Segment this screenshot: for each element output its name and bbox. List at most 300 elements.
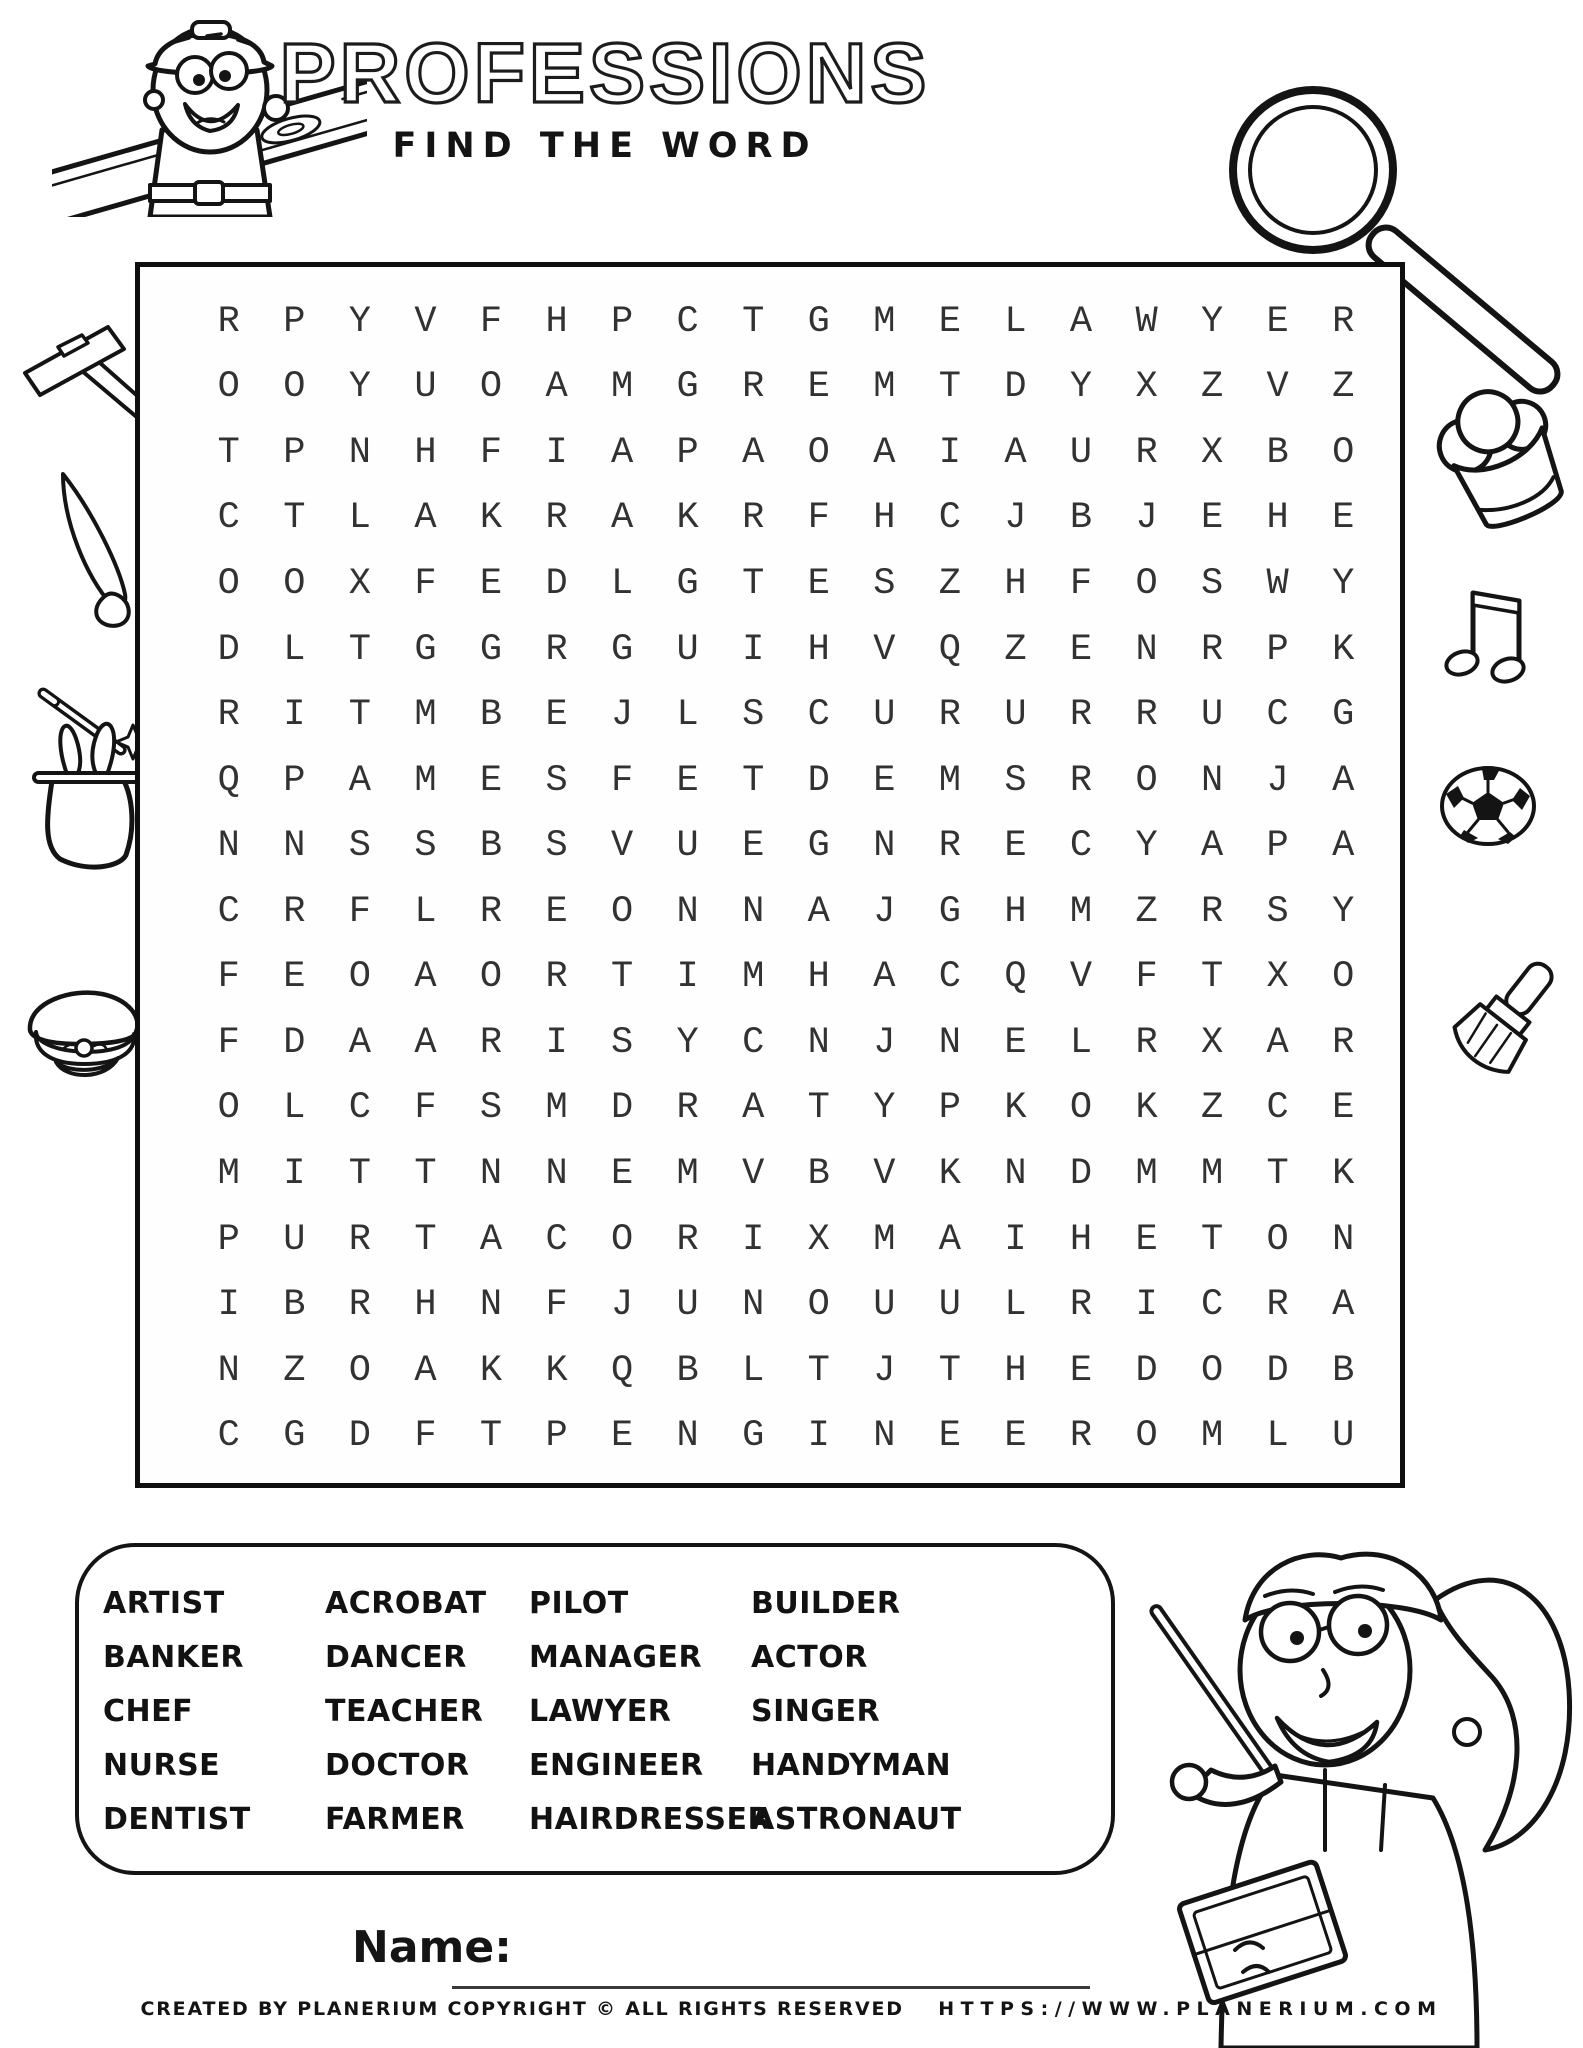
grid-letter: E — [479, 759, 503, 802]
grid-letter: E — [545, 890, 568, 933]
grid-letter: N — [742, 890, 765, 933]
grid-letter: F — [1069, 562, 1093, 605]
grid-letter: P — [283, 759, 306, 802]
grid-letter: T — [610, 956, 634, 999]
grid-letter: M — [873, 300, 896, 343]
grid-letter: M — [1200, 1415, 1224, 1458]
grid-letter: E — [1069, 1349, 1093, 1392]
grid-letter: A — [414, 1021, 437, 1064]
grid-letter: R — [1069, 1415, 1093, 1458]
grid-letter: L — [414, 890, 437, 933]
grid-letter: A — [938, 1218, 961, 1261]
name-label: Name: — [352, 1922, 512, 1973]
grid-letter: N — [807, 1021, 830, 1064]
grid-letter: R — [217, 300, 240, 343]
grid-letter: O — [217, 366, 240, 409]
grid-letter: T — [742, 562, 765, 605]
grid-letter: K — [545, 1349, 568, 1392]
grid-letter: T — [938, 366, 961, 409]
grid-letter: B — [676, 1349, 699, 1392]
grid-letter: S — [348, 825, 371, 868]
grid-letter: U — [676, 628, 699, 671]
grid-letter: T — [1266, 1152, 1289, 1195]
grid-letter: U — [283, 1218, 306, 1261]
grid-letter: K — [938, 1152, 961, 1195]
grid-letter: S — [1004, 759, 1027, 802]
grid-letter: P — [283, 431, 306, 474]
grid-letter: C — [807, 694, 830, 737]
grid-letter: N — [479, 1152, 503, 1195]
grid-letter: C — [217, 497, 240, 540]
grid-letter: Q — [938, 628, 961, 671]
grid-letter: G — [807, 825, 830, 868]
grid-letter: P — [1266, 825, 1289, 868]
grid-letter: X — [1200, 431, 1224, 474]
grid-letter: T — [938, 1349, 961, 1392]
grid-letter: O — [348, 956, 371, 999]
grid-letter: G — [676, 562, 699, 605]
grid-letter: E — [1069, 628, 1093, 671]
grid-letter: I — [742, 628, 765, 671]
grid-letter: U — [1200, 694, 1224, 737]
grid-letter: G — [610, 628, 634, 671]
grid-letter: R — [1069, 1284, 1093, 1327]
grid-letter: X — [807, 1218, 830, 1261]
grid-letter: O — [217, 1087, 240, 1130]
grid-letter: T — [414, 1152, 437, 1195]
grid-letter: B — [1069, 497, 1093, 540]
grid-letter: T — [283, 497, 306, 540]
grid-letter: R — [676, 1218, 699, 1261]
grid-letter: H — [1004, 1349, 1027, 1392]
grid-letter: E — [938, 300, 961, 343]
grid-letter: A — [545, 366, 568, 409]
grid-letter: T — [742, 300, 765, 343]
grid-letter: E — [1004, 1021, 1027, 1064]
grid-letter: E — [610, 1415, 634, 1458]
grid-letter: A — [414, 497, 437, 540]
grid-letter: X — [348, 562, 371, 605]
word-search-grid — [135, 262, 1405, 1488]
grid-letter: G — [938, 890, 961, 933]
grid-letter: A — [1200, 825, 1224, 868]
grid-letter: Q — [610, 1349, 634, 1392]
grid-letter: R — [348, 1284, 371, 1327]
grid-letter: S — [742, 694, 765, 737]
grid-letter: O — [1266, 1218, 1289, 1261]
grid-letter: I — [545, 1021, 568, 1064]
word-bank-word: BANKER — [103, 1640, 245, 1675]
word-bank-word: ACTOR — [751, 1640, 868, 1675]
grid-letter: E — [1200, 497, 1224, 540]
word-bank-column — [751, 1586, 1085, 1837]
grid-letter: Z — [1004, 628, 1027, 671]
grid-letter: D — [610, 1087, 634, 1130]
grid-letter: W — [1135, 300, 1158, 343]
grid-letter: P — [545, 1415, 568, 1458]
word-bank-word: CHEF — [103, 1694, 194, 1729]
grid-letter: L — [348, 497, 371, 540]
grid-letter: K — [1332, 1152, 1355, 1195]
grid-letter: S — [414, 825, 437, 868]
grid-letter: C — [217, 890, 240, 933]
grid-letter: I — [742, 1218, 765, 1261]
grid-letter: B — [479, 694, 503, 737]
grid-letter: G — [414, 628, 437, 671]
word-bank — [75, 1543, 1115, 1875]
word-bank-word: DANCER — [325, 1640, 467, 1675]
grid-letter: N — [217, 1349, 240, 1392]
grid-letter: W — [1266, 562, 1289, 605]
grid-letter: Y — [348, 366, 371, 409]
grid-letter: S — [545, 825, 568, 868]
grid-letter: N — [348, 431, 371, 474]
grid-letter: M — [938, 759, 961, 802]
grid-letter: K — [676, 497, 699, 540]
grid-letter: K — [1004, 1087, 1027, 1130]
grid-letter: Q — [217, 759, 240, 802]
grid-letter: N — [742, 1284, 765, 1327]
grid-letter: C — [1200, 1284, 1224, 1327]
grid-letter: F — [479, 431, 503, 474]
grid-letter: Y — [1200, 300, 1224, 343]
grid-letter: J — [610, 694, 634, 737]
grid-letter: F — [414, 1415, 437, 1458]
grid-letter: E — [1135, 1218, 1158, 1261]
grid-letter: N — [873, 1415, 896, 1458]
grid-letter: F — [545, 1284, 568, 1327]
grid-letter: M — [1135, 1152, 1158, 1195]
grid-letter: Y — [348, 300, 371, 343]
grid-letter: Z — [1200, 1087, 1224, 1130]
word-bank-word: MANAGER — [529, 1640, 703, 1675]
grid-letter: V — [873, 1152, 896, 1195]
grid-letter: P — [217, 1218, 240, 1261]
teacher-icon — [1085, 1520, 1583, 2048]
grid-letter: U — [873, 1284, 896, 1327]
grid-letter: A — [610, 431, 634, 474]
grid-letter: A — [610, 497, 634, 540]
grid-letter: R — [1069, 759, 1093, 802]
grid-letter: U — [938, 1284, 961, 1327]
grid-letter: A — [742, 1087, 765, 1130]
grid-letter: H — [545, 300, 568, 343]
grid-letter: J — [873, 890, 896, 933]
grid-letter: O — [479, 366, 503, 409]
grid-letter: A — [479, 1218, 503, 1261]
grid-letter: E — [938, 1415, 961, 1458]
grid-letter: A — [414, 956, 437, 999]
word-bank-word: ENGINEER — [529, 1748, 704, 1783]
grid-letter: S — [1200, 562, 1224, 605]
grid-letter: R — [545, 497, 568, 540]
grid-letter: U — [1004, 694, 1027, 737]
grid-letter: F — [217, 1021, 240, 1064]
grid-letter: C — [938, 956, 961, 999]
grid-letter: A — [873, 431, 896, 474]
grid-letter: P — [610, 300, 634, 343]
grid-letter: G — [807, 300, 830, 343]
grid-letter: D — [1135, 1349, 1158, 1392]
grid-letter: E — [1332, 1087, 1355, 1130]
grid-letter: U — [1069, 431, 1093, 474]
grid-letter: C — [742, 1021, 765, 1064]
grid-letter: F — [348, 890, 371, 933]
grid-letter: T — [742, 759, 765, 802]
grid-letter: M — [1200, 1152, 1224, 1195]
grid-letter: E — [479, 562, 503, 605]
grid-letter: B — [1332, 1349, 1355, 1392]
grid-letter: R — [348, 1218, 371, 1261]
grid-letter: N — [1332, 1218, 1355, 1261]
grid-letter: G — [1332, 694, 1355, 737]
grid-letter: Z — [1332, 366, 1355, 409]
grid-letter: U — [1332, 1415, 1355, 1458]
grid-letter: M — [742, 956, 765, 999]
grid-letter: L — [1004, 300, 1027, 343]
word-bank-word: HANDYMAN — [751, 1748, 952, 1783]
grid-letter: C — [938, 497, 961, 540]
grid-letter: O — [217, 562, 240, 605]
grid-letter: C — [545, 1218, 568, 1261]
grid-letter: I — [545, 431, 568, 474]
grid-letter: U — [873, 694, 896, 737]
grid-letter: I — [676, 956, 699, 999]
grid-letter: N — [1004, 1152, 1027, 1195]
grid-letter: Z — [1200, 366, 1224, 409]
grid-letter: N — [479, 1284, 503, 1327]
grid-letter: I — [283, 694, 306, 737]
grid-letter: F — [414, 562, 437, 605]
grid-letter: U — [676, 825, 699, 868]
grid-letter: B — [807, 1152, 830, 1195]
grid-letter: Y — [873, 1087, 896, 1130]
grid-letter: N — [676, 890, 699, 933]
grid-letter: D — [283, 1021, 306, 1064]
grid-letter: N — [283, 825, 306, 868]
grid-letter: F — [1135, 956, 1158, 999]
word-bank-word: ACROBAT — [325, 1586, 487, 1621]
grid-letter: R — [1200, 628, 1224, 671]
grid-letter: N — [938, 1021, 961, 1064]
grid-letter: P — [283, 300, 306, 343]
captain-hat-icon — [22, 980, 147, 1095]
grid-letter: D — [807, 759, 830, 802]
grid-letter: L — [283, 628, 306, 671]
grid-letter: J — [1004, 497, 1027, 540]
grid-letter: L — [1266, 1415, 1289, 1458]
grid-letter: B — [1266, 431, 1289, 474]
word-bank-word: PILOT — [529, 1586, 629, 1621]
grid-letter: V — [1069, 956, 1093, 999]
grid-letter: V — [742, 1152, 765, 1195]
grid-letter: R — [938, 694, 961, 737]
grid-letter: A — [1004, 431, 1027, 474]
soccer-ball-icon — [1438, 760, 1538, 852]
grid-letter: L — [610, 562, 634, 605]
word-bank-column — [529, 1586, 772, 1837]
grid-letter: A — [348, 759, 371, 802]
grid-letter: F — [479, 300, 503, 343]
grid-letter: O — [1200, 1349, 1224, 1392]
grid-letter: D — [1069, 1152, 1093, 1195]
grid-letter: D — [1266, 1349, 1289, 1392]
grid-letter: R — [1135, 1021, 1158, 1064]
grid-letter: E — [1004, 1415, 1027, 1458]
grid-letter: E — [1004, 825, 1027, 868]
word-bank-word: FARMER — [325, 1802, 465, 1837]
grid-letter: U — [414, 366, 437, 409]
grid-letter: J — [610, 1284, 634, 1327]
grid-letter: R — [479, 1021, 503, 1064]
grid-letter: X — [1135, 366, 1158, 409]
grid-letter: N — [1135, 628, 1158, 671]
grid-letter: O — [610, 890, 634, 933]
grid-letter: I — [283, 1152, 306, 1195]
grid-letter: A — [873, 956, 896, 999]
grid-letter: T — [807, 1087, 830, 1130]
grid-letter: R — [1135, 694, 1158, 737]
grid-letter: H — [1069, 1218, 1093, 1261]
grid-letter: J — [1135, 497, 1158, 540]
grid-letter: E — [742, 825, 765, 868]
grid-letter: K — [479, 497, 503, 540]
grid-letter: C — [1069, 825, 1093, 868]
grid-letter: S — [873, 562, 896, 605]
grid-letter: I — [1135, 1284, 1158, 1327]
grid-letter: E — [283, 956, 306, 999]
grid-letter: O — [348, 1349, 371, 1392]
grid-letter: E — [873, 759, 896, 802]
grid-letter: R — [283, 890, 306, 933]
grid-letter: Y — [1332, 890, 1355, 933]
word-bank-word: ASTRONAUT — [751, 1802, 962, 1837]
word-bank-word: DENTIST — [103, 1802, 251, 1837]
grid-letter: R — [742, 497, 765, 540]
footer-credit: CREATED BY PLANERIUM COPYRIGHT © ALL RIGHTS RESERVED — [140, 1998, 904, 2020]
grid-letter: K — [1135, 1087, 1158, 1130]
grid-letter: B — [479, 825, 503, 868]
name-input-line[interactable] — [452, 1986, 1090, 1989]
grid-letter: C — [348, 1087, 371, 1130]
grid-letter: T — [414, 1218, 437, 1261]
grid-letter: H — [414, 431, 437, 474]
grid-letter: L — [676, 694, 699, 737]
grid-letter: I — [938, 431, 961, 474]
grid-letter: Y — [1332, 562, 1355, 605]
grid-letter: R — [217, 694, 240, 737]
grid-letter: M — [217, 1152, 240, 1195]
grid-letter: K — [1332, 628, 1355, 671]
grid-letter: V — [873, 628, 896, 671]
grid-letter: P — [938, 1087, 961, 1130]
grid-letter: I — [807, 1415, 830, 1458]
grid-letter: H — [1004, 562, 1027, 605]
grid-letter: E — [807, 562, 830, 605]
grid-letter: C — [1266, 1087, 1289, 1130]
grid-letter: M — [873, 1218, 896, 1261]
grid-letter: M — [414, 694, 437, 737]
grid-letter: C — [1266, 694, 1289, 737]
grid-letter: V — [414, 300, 437, 343]
grid-letter: A — [1266, 1021, 1289, 1064]
grid-letter: X — [1200, 1021, 1224, 1064]
grid-letter: F — [414, 1087, 437, 1130]
grid-letter: J — [873, 1349, 896, 1392]
grid-letter: R — [1266, 1284, 1289, 1327]
grid-letter: O — [1135, 562, 1158, 605]
grid-letter: O — [1135, 759, 1158, 802]
grid-letter: O — [1135, 1415, 1158, 1458]
grid-letter: A — [1332, 825, 1355, 868]
grid-letter: G — [742, 1415, 765, 1458]
grid-letter: M — [414, 759, 437, 802]
grid-letter: L — [283, 1087, 306, 1130]
grid-letter: L — [1004, 1284, 1027, 1327]
grid-letter: T — [348, 694, 371, 737]
grid-letter: T — [479, 1415, 503, 1458]
grid-letter: H — [1004, 890, 1027, 933]
grid-letter: G — [283, 1415, 306, 1458]
grid-letter: O — [283, 562, 306, 605]
grid-letter: Y — [676, 1021, 699, 1064]
grid-letter: T — [1200, 956, 1224, 999]
word-bank-word: HAIRDRESSER — [529, 1802, 772, 1837]
grid-letter: V — [610, 825, 634, 868]
grid-letter: R — [1332, 1021, 1355, 1064]
word-bank-word: SINGER — [751, 1694, 881, 1729]
grid-letter: A — [807, 890, 830, 933]
chef-hat-icon — [1432, 385, 1577, 550]
grid-letter: M — [873, 366, 896, 409]
grid-letter: T — [348, 628, 371, 671]
grid-letter: H — [807, 628, 830, 671]
grid-letter: X — [1266, 956, 1289, 999]
grid-letter: O — [1332, 956, 1355, 999]
grid-letter: J — [873, 1021, 896, 1064]
grid-letter: U — [676, 1284, 699, 1327]
grid-letter: N — [217, 825, 240, 868]
grid-letter: M — [676, 1152, 699, 1195]
word-bank-word: BUILDER — [751, 1586, 901, 1621]
grid-letter: E — [610, 1152, 634, 1195]
grid-letter: A — [742, 431, 765, 474]
grid-letter: R — [1200, 890, 1224, 933]
grid-letter: O — [807, 1284, 830, 1327]
grid-letter: R — [1069, 694, 1093, 737]
grid-letter: H — [873, 497, 896, 540]
grid-letter: J — [1266, 759, 1289, 802]
word-bank-word: LAWYER — [529, 1694, 672, 1729]
grid-letter: N — [676, 1415, 699, 1458]
grid-letter: T — [348, 1152, 371, 1195]
grid-letter: C — [217, 1415, 240, 1458]
grid-letter: P — [1266, 628, 1289, 671]
grid-letter: Q — [1004, 956, 1027, 999]
grid-letter: R — [676, 1087, 699, 1130]
grid-letter: P — [676, 431, 699, 474]
grid-letter: E — [1332, 497, 1355, 540]
grid-letter: A — [1069, 300, 1093, 343]
grid-letter: S — [1266, 890, 1289, 933]
grid-letter: R — [742, 366, 765, 409]
grid-letter: E — [545, 694, 568, 737]
grid-letter: L — [1069, 1021, 1093, 1064]
grid-letter: Y — [1069, 366, 1093, 409]
music-notes-icon — [1440, 575, 1535, 685]
grid-letter: R — [479, 890, 503, 933]
word-bank-word: ARTIST — [103, 1586, 225, 1621]
